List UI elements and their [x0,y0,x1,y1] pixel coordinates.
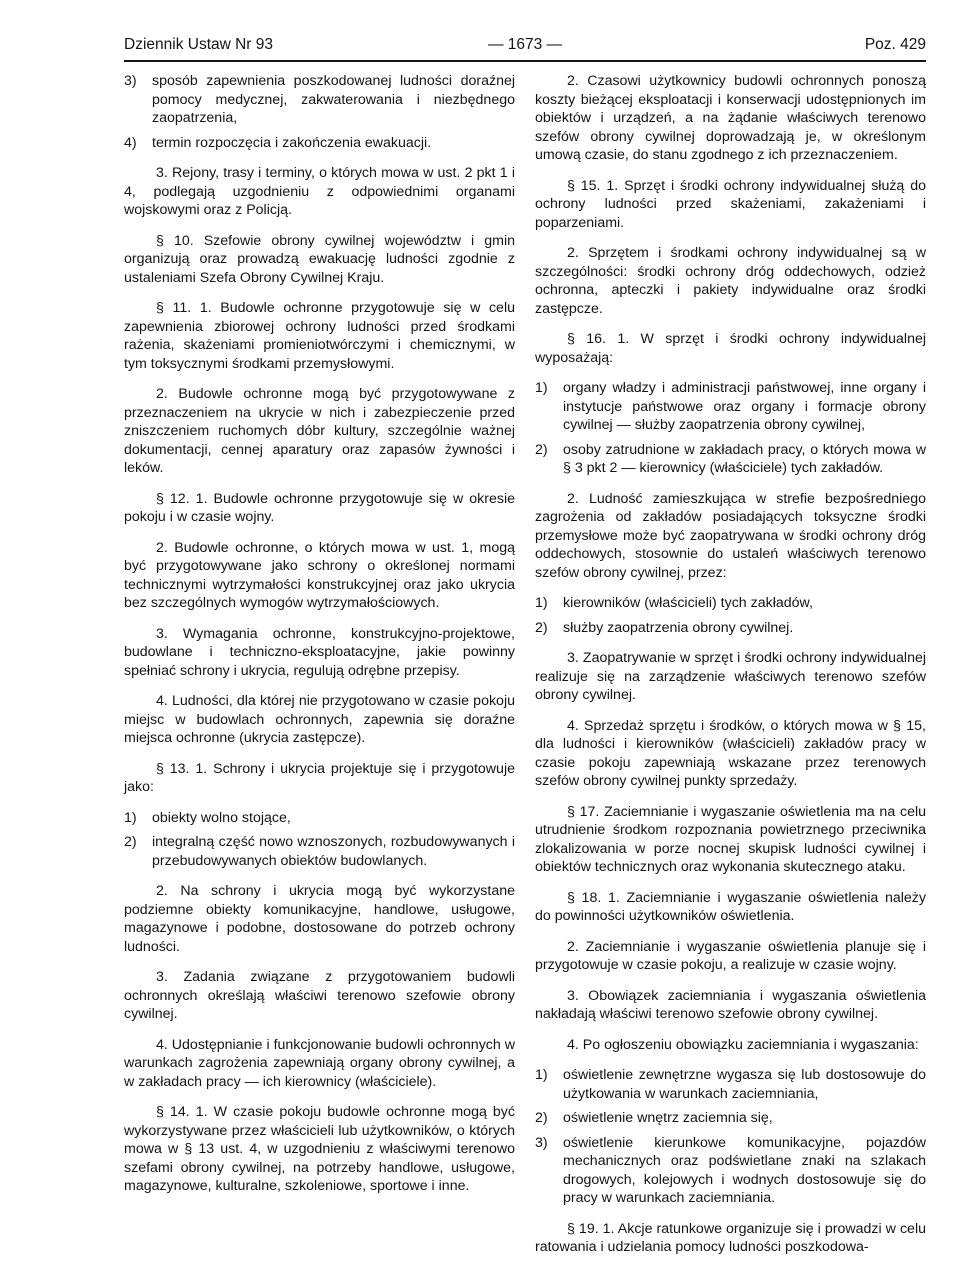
list-item-text: służby zaopatrzenia obrony cywilnej. [563,619,794,636]
paragraph: § 12. 1. Budowle ochronne przygotowuje się w okresie pokoju i w czasie wojny. [124,490,515,525]
page-number: — 1673 — [487,36,563,53]
header-rule [124,60,926,62]
left-column [124,72,515,1208]
paragraph: 3. Wymagania ochronne, konstrukcyjno-projektowe, budowlane i techniczno-eksploatacyjne, jakie powinny spełniać schrony i ukrycia, regulują odrębne przepisy. [124,625,515,679]
paragraph: 2. Czasowi użytkownicy budowli ochronnych ponoszą koszty bieżącej eksploatacji i konserwacji udostępnionych im obiektów i urządzeń, a na żądanie właściwych terenowo szefów obrony cywilnej doprowadzają je, w określonym umową czasie, do stanu zgodnego z ich przeznaczeniem. [535,73,926,163]
paragraph: § 19. 1. Akcje ratunkowe organizuje się i prowadzi w celu ratowania i udzielania pomocy ludności poszkodowa- [535,1220,926,1255]
list-item-number: 2) [535,619,548,636]
page-header [124,36,926,60]
paragraph: 3. Zadania związane z przygotowaniem budowli ochronnych określają właściwi terenowo szefowie obrony cywilnej. [124,969,515,1022]
paragraph: 4. Ludności, dla której nie przygotowano w czasie pokoju miejsc w budowlach ochronnych, zapewnia się doraźne miejsca ochronne (ukrycia zastępcze). [124,693,515,746]
paragraph: § 10. Szefowie obrony cywilnej województw i gmin organizują oraz prowadzą ewakuację ludności zgodnie z ustaleniami Szefa Obrony Cywilnej Kraju. [124,232,515,286]
right-column [535,72,926,1269]
paragraph: § 16. 1. W sprzęt i środki ochrony indywidualnej wyposażają: [535,331,926,366]
list-item-text: termin rozpoczęcia i zakończenia ewakuacji. [152,134,432,151]
paragraph: 2. Na schrony i ukrycia mogą być wykorzystane podziemne obiekty komunikacyjne, handlowe, usługowe, magazynowe i podobne, dostosowane do potrzeb ochrony ludności. [124,883,515,955]
paragraph: § 17. Zaciemnianie i wygaszanie oświetlenia ma na celu utrudnienie środkom rozpoznania powietrznego przeciwnika zlokalizowania w porze nocnej skupisk ludności cywilnej i obiektów technicznych oraz wykonania skutecznego ataku. [535,803,926,875]
paragraph: § 15. 1. Sprzęt i środki ochrony indywidualnej służą do ochrony ludności przed skażeniami, zakażeniami i poparzeniami. [535,177,926,231]
list-item-text: oświetlenie kierunkowe komunikacyjne, pojazdów mechanicznych oraz podświetlane znaki na szlakach drogowych, kolejowych i wodnych dostosowuje się do pracy w warunkach zaciemniania. [563,1134,926,1206]
paragraph: 4. Po ogłoszeniu obowiązku zaciemniania i wygaszania: [567,1036,919,1053]
list-item [124,134,515,153]
list-item-number: 1) [124,809,137,826]
list-item-text: kierowników (właścicieli) tych zakładów, [563,595,813,611]
paragraph: 4. Sprzedaż sprzętu i środków, o których mowa w § 15, dla ludności i kierowników (właścicieli) zakładów pracy w czasie pokoju zapewniają wskazane przez terenowych szefów obrony cywilnej punkty sprzedaży. [535,717,926,789]
list-item [124,809,515,828]
paragraph: § 18. 1. Zaciemnianie i wygaszanie oświetlenia należy do powinności użytkowników oświetlenia. [535,889,926,924]
list-item [535,594,926,613]
journal-title: Dziennik Ustaw Nr 93 [124,36,274,53]
list-item [535,1109,926,1128]
list-item [535,1066,926,1103]
list-item-text: sposób zapewnienia poszkodowanej ludności doraźnej pomocy medycznej, zakwaterowania i niezbędnego zaopatrzenia, [152,73,515,126]
list-item [535,1134,926,1208]
list-item-number: 1) [535,1067,548,1083]
list-item-text: organy władzy i administracji państwowej, inne organy i instytucje państwowe oraz organy i formacje obrony cywilnej — służby zaopatrzenia obrony cywilnej, [563,380,926,433]
list-item-text: integralną część nowo wznoszonych, rozbudowywanych i przebudowywanych obiektów budowlanych. [152,834,515,869]
list-item-number: 3) [124,73,137,89]
list-item-text: osoby zatrudnione w zakładach pracy, o których mowa w § 3 pkt 2 — kierownicy (właściciele) tych zakładów. [563,441,926,476]
paragraph: § 14. 1. W czasie pokoju budowle ochronne mogą być wykorzystywane przez właścicieli lub użytkowników, o których mowa w § 13 ust. 4, w uzgodnieniu z właściwymi terenowo szefami obrony cywilnej, na potrzeby handlowe, usługowe, magazynowe, kulturalne, szkoleniowe, sportowe i inne. [124,1104,515,1194]
paragraph: § 13. 1. Schrony i ukrycia projektuje się i przygotowuje jako: [124,760,515,795]
list-item-text: oświetlenie zewnętrzne wygasza się lub dostosowuje do użytkowania w warunkach zaciemniania, [563,1067,926,1102]
list-item [124,833,515,870]
list-item [535,619,926,638]
list-item-number: 3) [535,1134,548,1151]
paragraph: § 11. 1. Budowle ochronne przygotowuje się w celu zapewnienia zbiorowej ochrony ludności przed środkami rażenia, skażeniami promieniotwórczymi i chemicznymi, w tym toksycznymi środkami przemysłowymi. [124,300,515,372]
list-item-number: 1) [535,595,548,611]
paragraph: 2. Sprzętem i środkami ochrony indywidualnej są w szczególności: środki ochrony dróg oddechowych, odzież ochronna, apteczki i pakiety indywidualne oraz środki zastępcze. [535,245,926,317]
position-number: Poz. 429 [864,36,926,53]
paragraph: 3. Zaopatrywanie w sprzęt i środki ochrony indywidualnej realizuje się na zarządzenie właściwych terenowo szefów obrony cywilnej. [535,650,926,703]
list-item-number: 2) [124,834,137,850]
paragraph: 2. Budowle ochronne, o których mowa w ust. 1, mogą być przygotowywane jako schrony o określonej normami technicznymi wytrzymałości konstrukcyjnej oraz jako ukrycia bez szczególnych wymogów wytrzymałościowych. [124,539,515,611]
list-item-text: obiekty wolno stojące, [152,809,291,826]
list-item [124,72,515,128]
paragraph: 2. Ludność zamieszkująca w strefie bezpośredniego zagrożenia od zakładów posiadających toksyczne środki przemysłowe może być zaopatrywana w środki ochrony dróg oddechowych, stosownie do ustaleń właściwych terenowo szefów obrony cywilnej, przez: [535,490,926,581]
paragraph: 3. Obowiązek zaciemniania i wygaszania oświetlenia nakładają właściwi terenowo szefowie obrony cywilnej. [535,987,926,1022]
list-item [535,441,926,478]
list-item-number: 4) [124,134,137,151]
list-item-number: 2) [535,441,548,458]
paragraph: 2. Budowle ochronne mogą być przygotowywane z przeznaczeniem na ukrycie w nich i zabezpieczenie przed zniszczeniem ruchomych dóbr kultury, szczególnie ważnej dokumentacji, cennej aparatury oraz zapasów żywności i leków. [124,386,515,476]
paragraph: 4. Udostępnianie i funkcjonowanie budowli ochronnych w warunkach zagrożenia zapewniają organy obrony cywilnej, a w zakładach pracy — ich kierownicy (właściciele). [124,1036,515,1090]
paragraph: 2. Zaciemnianie i wygaszanie oświetlenia planuje się i przygotowuje w czasie pokoju, a realizuje w czasie wojny. [535,938,926,973]
list-item-number: 2) [535,1110,548,1126]
paragraph: 3. Rejony, trasy i terminy, o których mowa w ust. 2 pkt 1 i 4, podlegają uzgodnieniu z odpowiednimi organami wojskowymi oraz z Policją. [124,165,515,218]
list-item-text: oświetlenie wnętrz zaciemnia się, [563,1110,773,1126]
list-item [535,379,926,435]
list-item-number: 1) [535,380,548,396]
